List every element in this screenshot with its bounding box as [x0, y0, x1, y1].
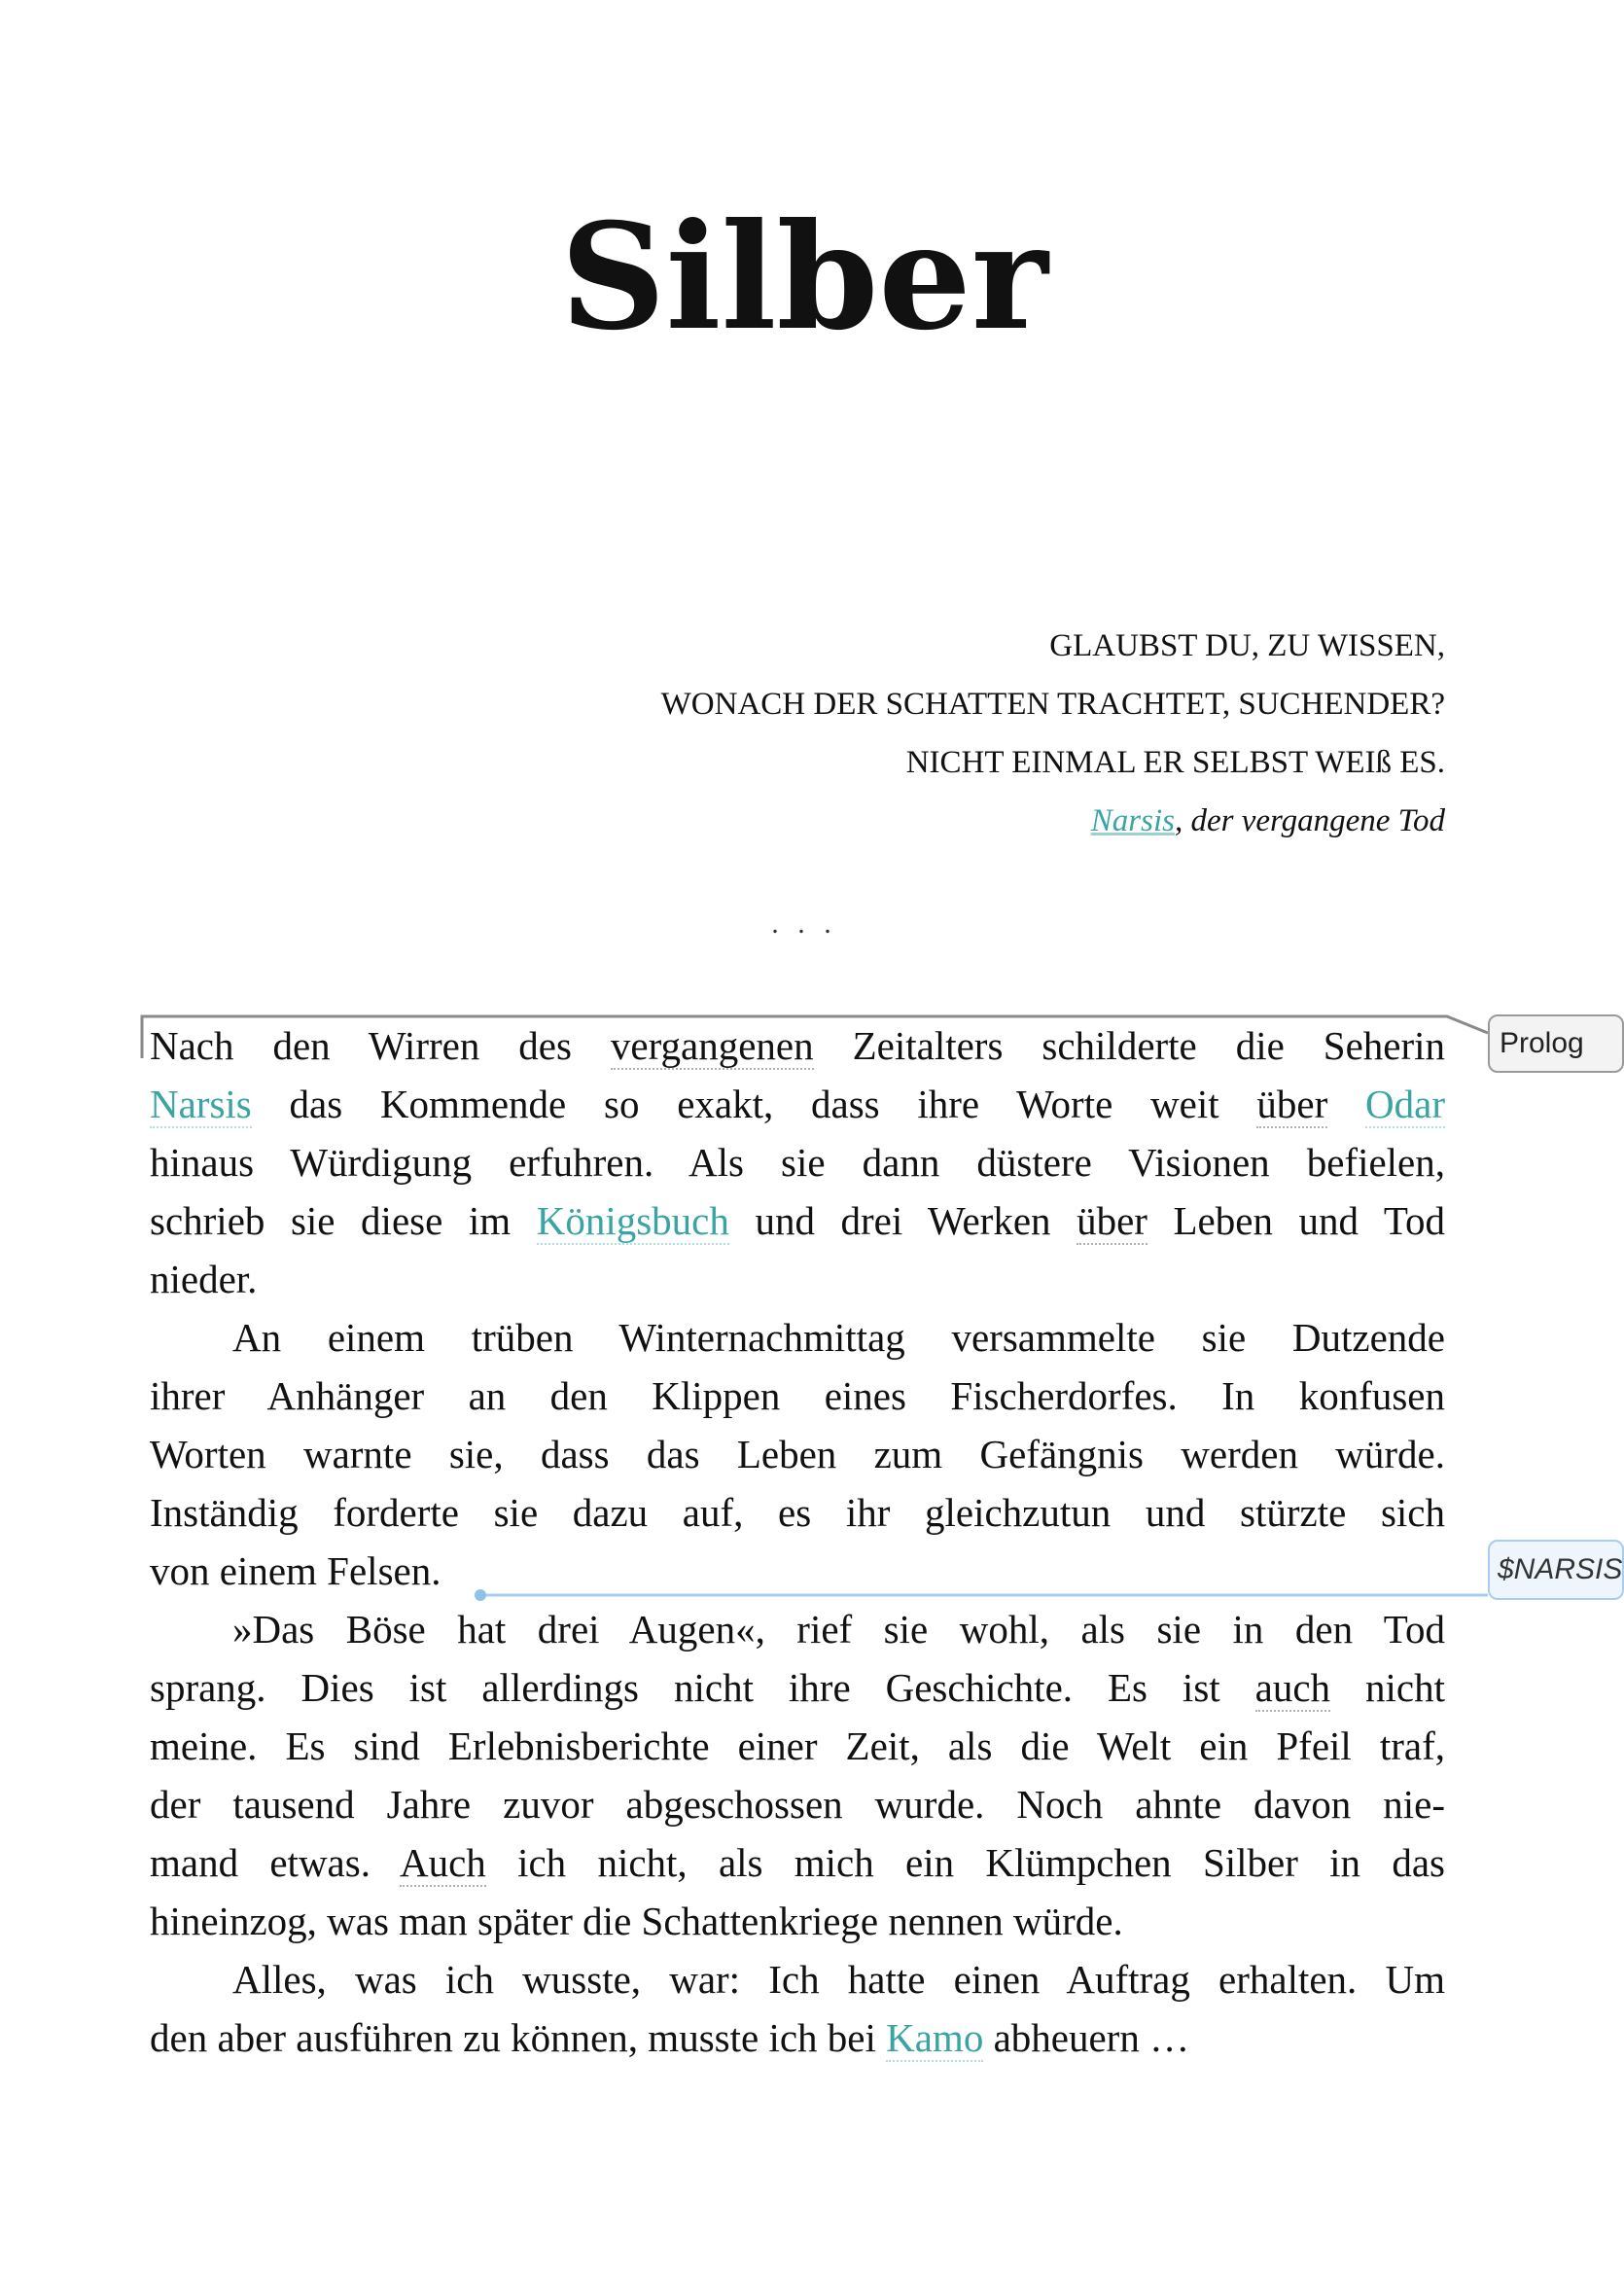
text-line: An einem trüben Winternachmittag versammelte sie Dutzende [232, 1315, 1445, 1360]
underlined-word: über [1077, 1198, 1147, 1243]
text-span: ich nicht, als mich ein Klümpchen Silber in das [517, 1840, 1445, 1885]
epigraph-line: WONACH DER SCHATTEN TRACHTET, SUCHENDER? [660, 687, 1445, 722]
text-span: den aber ausführen zu können, musste ich bei [150, 2015, 876, 2060]
text-line: Worten warnte sie, dass das Leben zum Gefängnis werden würde. [150, 1432, 1445, 1476]
text-span: Nach den Wirren des [150, 1023, 572, 1068]
text-span: mand etwas. [150, 1840, 371, 1885]
text-span: abheuern … [993, 2015, 1190, 2060]
entity-link-koenigsbuch[interactable]: Königsbuch [536, 1198, 729, 1243]
text-line: ihrer Anhänger an den Klippen eines Fischerdorfes. In konfusen [150, 1373, 1445, 1418]
text-line [150, 1833, 1445, 1892]
text-line: nieder. [150, 1257, 258, 1301]
text-span: schrieb sie diese im [150, 1198, 512, 1243]
text-span: und drei Werken [755, 1198, 1051, 1243]
underlined-word: auch [1254, 1665, 1331, 1710]
scene-separator: . . . [771, 907, 837, 940]
text-line: der tausend Jahre zuvor abgeschossen wurde. Noch ahnte davon nie- [150, 1782, 1445, 1827]
entity-link-kamo[interactable]: Kamo [886, 2015, 984, 2060]
text-span: Zeitalters schilderte die Seherin [852, 1023, 1446, 1068]
attribution-text: , der vergangene Tod [1174, 803, 1445, 838]
text-line [150, 2008, 1445, 2067]
text-line: meine. Es sind Erlebnisberichte einer Zeit, als die Welt ein Pfeil traf, [150, 1723, 1445, 1768]
page-title: Silber [560, 192, 1048, 363]
text-line: von einem Felsen. [150, 1548, 441, 1593]
text-span: nicht [1365, 1665, 1446, 1710]
text-span: das Kommende so exakt, dass ihre Worte weit [289, 1082, 1219, 1126]
epigraph [486, 617, 1445, 850]
underlined-word: Auch [399, 1840, 486, 1885]
text-line: Alles, was ich wusste, war: Ich hatte einen Auftrag erhalten. Um [232, 1957, 1445, 2002]
text-span: Leben und Tod [1173, 1198, 1446, 1243]
text-line [150, 1191, 1445, 1250]
narsis-variable-tag[interactable]: $NARSIS [1488, 1540, 1624, 1600]
text-line: hineinzog, was man später die Schattenkriege nennen würde. [150, 1899, 1123, 1943]
underlined-word: vergangenen [610, 1023, 814, 1068]
prolog-section-tag[interactable]: Prolog [1488, 1014, 1624, 1073]
entity-link-narsis[interactable]: Narsis [1090, 803, 1175, 838]
underlined-word: über [1256, 1082, 1328, 1126]
text-span: sprang. Dies ist allerdings nicht ihre Geschichte. Es ist [150, 1665, 1220, 1710]
text-line [150, 1075, 1445, 1133]
entity-link-narsis[interactable]: Narsis [150, 1082, 252, 1126]
text-line: Inständig forderte sie dazu auf, es ihr gleichzutun und stürzte sich [150, 1490, 1445, 1535]
body-text [150, 1016, 1445, 2067]
text-line: hinaus Würdigung erfuhren. Als sie dann düstere Visionen befielen, [150, 1140, 1445, 1185]
epigraph-line: NICHT EINMAL ER SELBST WEIß ES. [905, 745, 1445, 780]
entity-link-odar[interactable]: Odar [1365, 1082, 1446, 1126]
text-line [150, 1016, 1445, 1075]
epigraph-attribution [486, 792, 1445, 850]
epigraph-line: GLAUBST DU, ZU WISSEN, [1049, 628, 1445, 663]
text-line: »Das Böse hat drei Augen«, rief sie wohl, als sie in den Tod [232, 1607, 1445, 1652]
text-line [150, 1658, 1445, 1717]
